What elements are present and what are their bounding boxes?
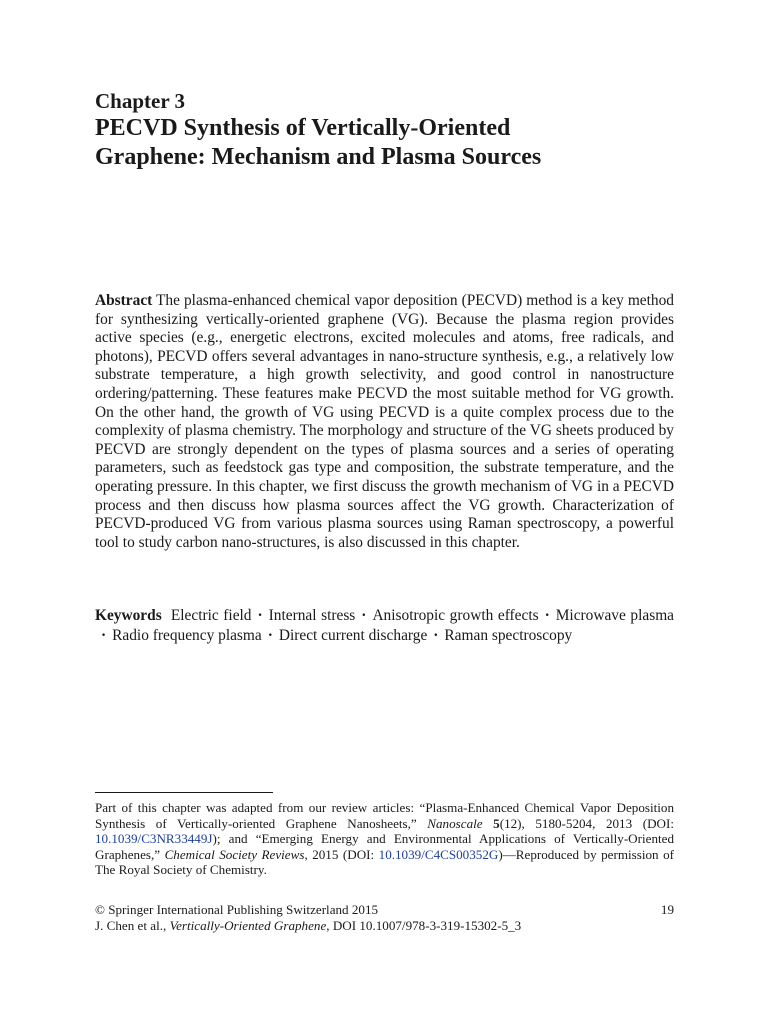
keyword-separator: · <box>267 626 273 644</box>
citation-book-title: Vertically-Oriented Graphene <box>169 918 327 933</box>
keywords-heading: Keywords <box>95 607 162 624</box>
doi-link-nanoscale[interactable]: 10.1039/C3NR33449J <box>95 831 213 847</box>
keyword-item: Radio frequency plasma <box>112 626 262 644</box>
abstract-text: The plasma-enhanced chemical vapor deposition (PECVD) method is a key method for synthesizing vertically-oriented graphene (VG). Because the plasma region provides active species (e.g., energetic electrons, excited molecules and atoms, free radicals, and photons), PECVD offers several advantages in nano-structure synthesis, e.g., a relatively low substrate temperature, a high growth selectivity, and good control in nanostructure ordering/patterning. These features make PECVD the most suitable method for VG growth. On the other hand, the growth of VG using PECVD is a quite complex process due to the complexity of plasma chemistry. The morphology and structure of the VG sheets produced by PECVD are strongly dependent on the types of plasma sources and a series of operating parameters, such as feedstock gas type and composition, the substrate temperature, and the operating pressure. In this chapter, we first discuss the growth mechanism of VG in a PECVD process and then discuss how plasma sources affect the VG growth. Characterization of PECVD-produced VG from various plasma sources using Raman spectroscopy, a powerful tool to study carbon nano-structures, is also discussed in this chapter. <box>95 292 674 551</box>
document-page <box>95 0 674 1024</box>
chapter-title <box>95 114 674 172</box>
keyword-separator: · <box>433 626 439 644</box>
chapter-title-line-1: PECVD Synthesis of Vertically-Oriented <box>95 115 511 141</box>
abstract-paragraph <box>95 292 674 552</box>
keyword-separator: · <box>257 607 263 624</box>
copyright-text: © Springer International Publishing Switzerland 2015 <box>95 902 379 917</box>
doi-link-chem-soc-rev[interactable]: 10.1039/C4CS00352G <box>378 846 499 862</box>
footnote-text: (12), 5180-5204, 2013 (DOI: <box>499 815 675 831</box>
journal-volume: 5 <box>493 815 500 831</box>
abstract-heading: Abstract <box>95 292 153 309</box>
keyword-separator: · <box>361 607 367 624</box>
keyword-item: Internal stress <box>268 607 356 624</box>
chapter-label: Chapter 3 <box>95 89 186 113</box>
keyword-separator: · <box>544 607 550 624</box>
keyword-item: Electric field <box>170 607 252 624</box>
keyword-item: Direct current discharge <box>278 626 428 644</box>
journal-name-nanoscale: Nanoscale <box>427 815 483 831</box>
chapter-title-line-2: Graphene: Mechanism and Plasma Sources <box>95 144 542 170</box>
footnote-text: )—Reproduced by permission of The Royal Society of Chemistry. <box>95 846 674 878</box>
footnote <box>95 800 674 878</box>
footnote-text: Part of this chapter was adapted from our review articles: “Plasma-Enhanced Chemical Vapor Deposition Synthesis of Vertically-oriented Graphene Nanosheets,” <box>95 800 674 831</box>
keyword-item: Raman spectroscopy <box>444 626 573 644</box>
citation-doi: , DOI 10.1007/978-3-319-15302-5_3 <box>326 918 522 933</box>
citation-line <box>95 918 674 934</box>
footnote-text: ); and “Emerging Energy and Environmental Applications of Vertically-Oriented Graphenes,” <box>95 831 674 862</box>
footnote-divider <box>95 792 273 793</box>
keyword-item: Anisotropic growth effects <box>372 607 539 624</box>
journal-name-chem-soc-rev: Chemical Society Reviews <box>164 846 305 862</box>
keyword-item: Microwave plasma <box>555 607 675 624</box>
footnote-text: , 2015 (DOI: <box>304 846 379 862</box>
page-footer <box>95 902 674 934</box>
citation-authors: J. Chen et al., <box>95 918 170 933</box>
keywords-paragraph <box>95 606 674 645</box>
keyword-separator: · <box>101 626 107 644</box>
copyright-line <box>95 902 674 918</box>
page-number: 19 <box>660 902 674 917</box>
